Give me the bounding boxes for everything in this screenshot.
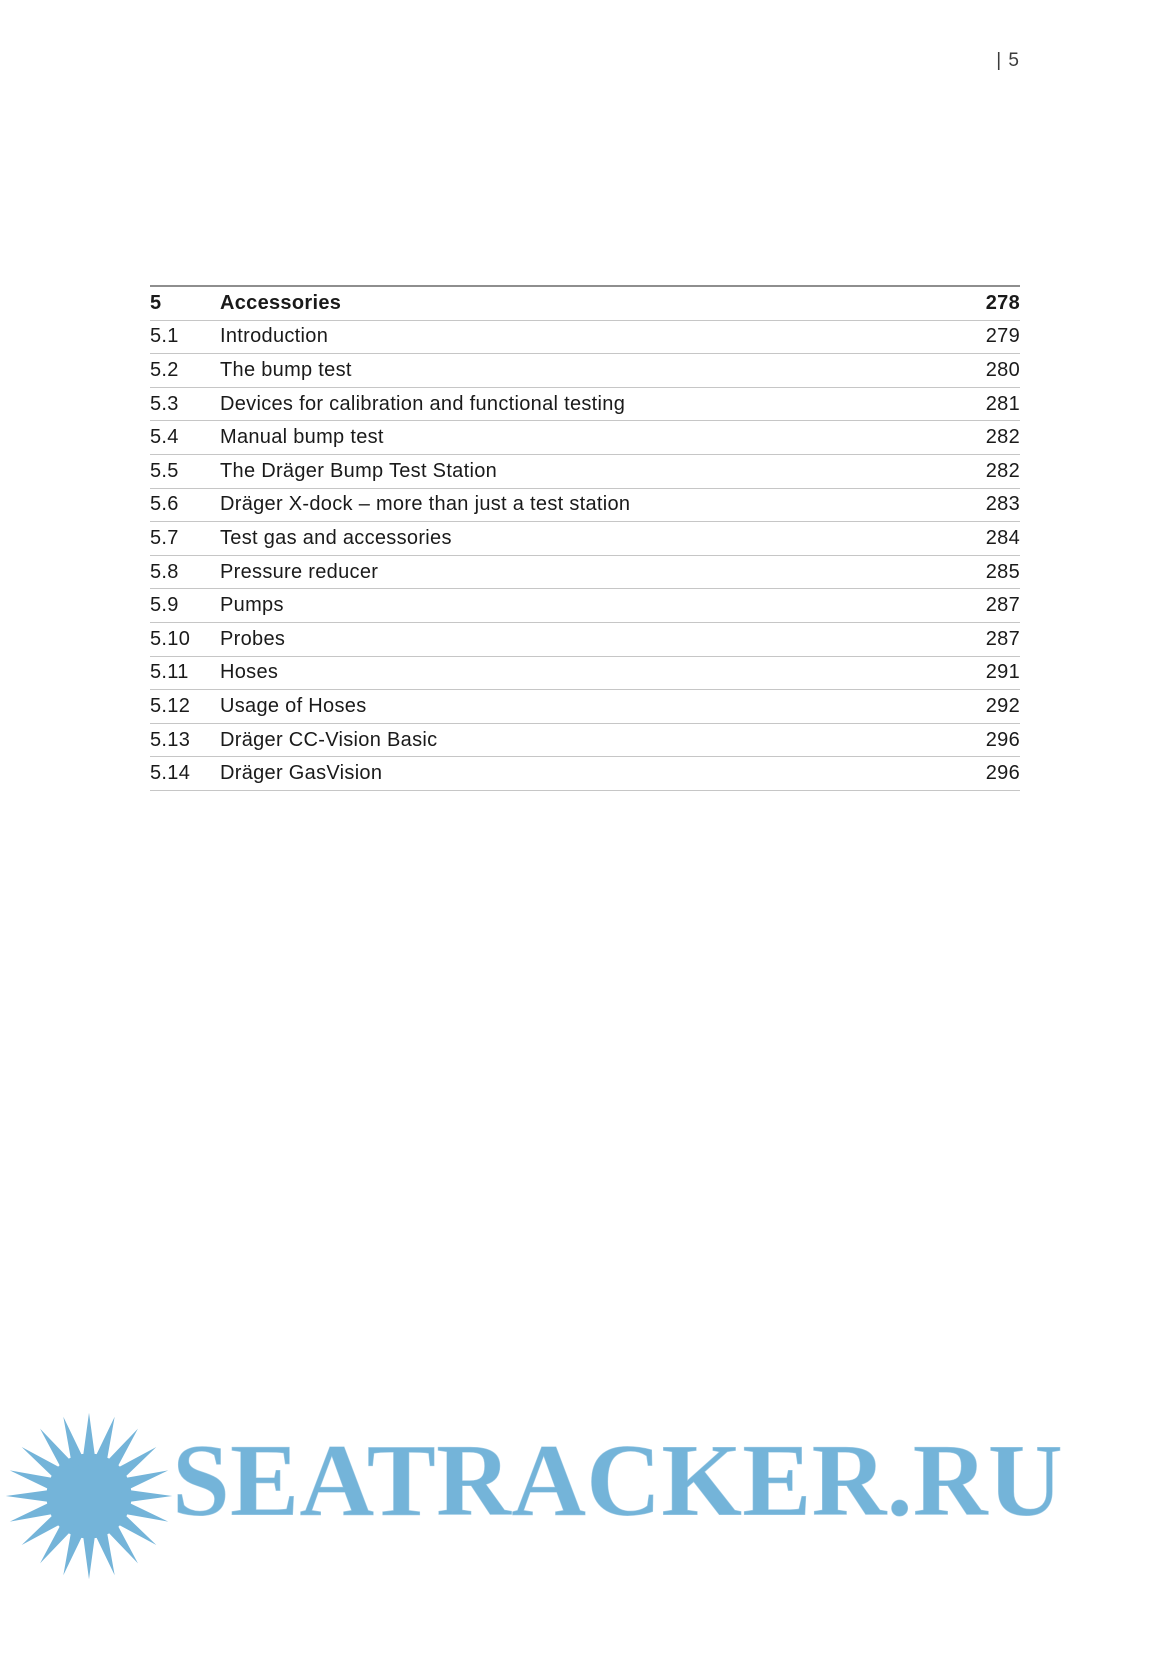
toc-row [150, 757, 1020, 791]
toc-entry-title: Introduction [220, 325, 329, 348]
toc-entry-number: 5.9 [150, 594, 179, 617]
toc-entry-number: 5 [150, 291, 162, 314]
toc-entry-number: 5.6 [150, 493, 179, 516]
toc-row [150, 455, 1020, 489]
toc-row [150, 287, 1020, 321]
toc-row [150, 321, 1020, 355]
sun-disc [57, 1464, 122, 1529]
toc-entry-number: 5.2 [150, 358, 179, 381]
toc-entry-number: 5.3 [150, 392, 179, 415]
toc-entry-page: 284 [985, 526, 1020, 549]
toc-entry-page: 291 [985, 661, 1020, 684]
toc-row [150, 724, 1020, 758]
toc-entry-title: Hoses [220, 661, 279, 684]
toc-row [150, 421, 1020, 455]
toc-entry-number: 5.10 [150, 627, 191, 650]
toc-entry-number: 5.4 [150, 426, 179, 449]
toc-entry-title: Accessories [220, 291, 342, 314]
toc-entry-title: Probes [220, 627, 286, 650]
toc-entry-page: 282 [985, 459, 1020, 482]
toc-row [150, 556, 1020, 590]
toc-entry-page: 287 [985, 594, 1020, 617]
toc-entry-title: Test gas and accessories [220, 526, 452, 549]
toc-row [150, 657, 1020, 691]
toc-entry-title: Pressure reducer [220, 560, 379, 583]
toc-table [150, 285, 1020, 791]
toc-entry-title: Usage of Hoses [220, 694, 367, 717]
toc-entry-title: Manual bump test [220, 426, 384, 449]
toc-entry-number: 5.11 [150, 661, 189, 684]
toc-entry-page: 278 [985, 291, 1020, 314]
toc-entry-title: Dräger X-dock – more than just a test station [220, 493, 631, 516]
toc-entry-page: 287 [985, 627, 1020, 650]
toc-entry-page: 296 [985, 728, 1020, 751]
toc-entry-title: Pumps [220, 594, 284, 617]
toc-entry-page: 281 [985, 392, 1020, 415]
toc-entry-page: 283 [985, 493, 1020, 516]
toc-row [150, 522, 1020, 556]
toc-entry-title: Devices for calibration and functional testing [220, 392, 626, 415]
toc-entry-title: The bump test [220, 358, 352, 381]
toc-entry-title: The Dräger Bump Test Station [220, 459, 498, 482]
toc-entry-number: 5.1 [150, 325, 179, 348]
toc-entry-page: 282 [985, 426, 1020, 449]
toc-entry-number: 5.8 [150, 560, 179, 583]
toc-entry-number: 5.12 [150, 694, 191, 717]
sun-icon [4, 1408, 174, 1584]
toc-entry-title: Dräger CC-Vision Basic [220, 728, 438, 751]
page-number: | 5 [996, 50, 1020, 71]
toc-row [150, 388, 1020, 422]
toc-entry-title: Dräger GasVision [220, 762, 383, 785]
toc-entry-page: 292 [985, 694, 1020, 717]
toc-entry-page: 279 [985, 325, 1020, 348]
toc-entry-number: 5.14 [150, 762, 191, 785]
toc-entry-number: 5.13 [150, 728, 191, 751]
toc-row [150, 354, 1020, 388]
toc-entry-number: 5.5 [150, 459, 179, 482]
toc-entry-number: 5.7 [150, 526, 179, 549]
toc-entry-page: 285 [985, 560, 1020, 583]
toc-entry-page: 280 [985, 358, 1020, 381]
toc-entry-page: 296 [985, 762, 1020, 785]
toc-row [150, 589, 1020, 623]
toc-row [150, 489, 1020, 523]
toc-row [150, 690, 1020, 724]
watermark-text: SEATRACKER.RU [172, 1423, 1063, 1538]
toc-row [150, 623, 1020, 657]
watermark [0, 1400, 1166, 1600]
